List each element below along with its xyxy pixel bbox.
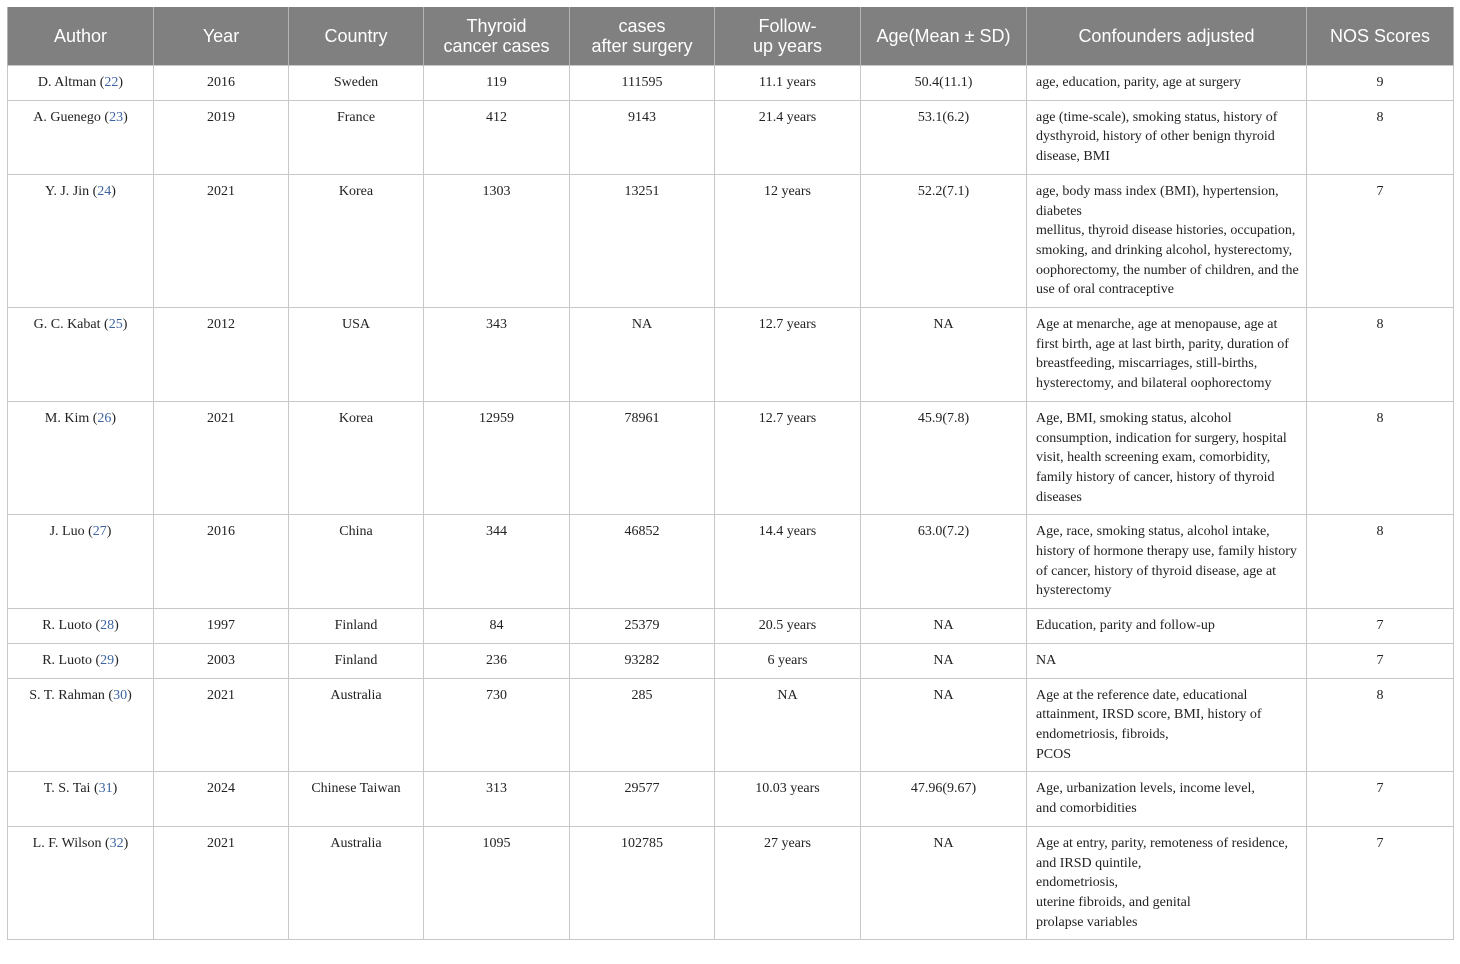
nos-score-cell: 7 (1307, 643, 1454, 678)
column-header-label: cancer cases (443, 36, 550, 56)
thyroid-cell: 344 (424, 515, 570, 609)
column-header-label: Author (53, 26, 108, 46)
reference-link[interactable]: 28 (100, 618, 115, 634)
cases-cell: 9143 (570, 100, 715, 174)
column-header-cases (570, 7, 715, 66)
year-cell: 2019 (154, 100, 289, 174)
thyroid-cell: 119 (424, 66, 570, 101)
thyroid-cell: 1303 (424, 174, 570, 307)
column-header-label: Thyroid (466, 16, 527, 36)
age-cell: 50.4(11.1) (861, 66, 1027, 101)
table-row (8, 174, 1454, 307)
reference-link[interactable]: 29 (100, 652, 115, 668)
cases-cell: 93282 (570, 643, 715, 678)
thyroid-cell: 313 (424, 772, 570, 826)
thyroid-cell: 12959 (424, 401, 570, 515)
followup-cell: 11.1 years (715, 66, 861, 101)
age-cell: 53.1(6.2) (861, 100, 1027, 174)
column-header-author (8, 7, 154, 66)
thyroid-cell: 412 (424, 100, 570, 174)
country-cell: Chinese Taiwan (289, 772, 424, 826)
reference-link[interactable]: 23 (109, 109, 124, 125)
cases-cell: 111595 (570, 66, 715, 101)
confounders-cell (1027, 515, 1307, 609)
confounders-text: and comorbidities (1036, 801, 1137, 817)
author-name: A. Guenego (33, 109, 101, 125)
year-cell: 2024 (154, 772, 289, 826)
year-cell: 2012 (154, 308, 289, 402)
author-name: T. S. Tai (43, 781, 91, 797)
age-cell: 45.9(7.8) (861, 401, 1027, 515)
confounders-text: Age at entry, parity, remoteness of residence, and IRSD quintile, (1036, 835, 1289, 871)
country-cell: USA (289, 308, 424, 402)
author-name: G. C. Kabat (33, 317, 101, 333)
country-cell: China (289, 515, 424, 609)
author-cell: J. Luo (27) (8, 515, 154, 609)
nos-score-cell: 8 (1307, 308, 1454, 402)
reference-link[interactable]: 27 (92, 524, 107, 540)
followup-cell: 21.4 years (715, 100, 861, 174)
country-cell: France (289, 100, 424, 174)
author-name: S. T. Rahman (29, 687, 105, 703)
followup-cell: 27 years (715, 826, 861, 940)
author-cell: G. C. Kabat (25) (8, 308, 154, 402)
column-header-followup (715, 7, 861, 66)
reference-link[interactable]: 30 (113, 687, 128, 703)
column-header-label: Age(Mean ± SD) (876, 26, 1011, 46)
author-name: J. Luo (49, 524, 85, 540)
column-header-label: Follow- (758, 16, 817, 36)
country-cell: Australia (289, 826, 424, 940)
author-cell: A. Guenego (23) (8, 100, 154, 174)
followup-cell: 20.5 years (715, 609, 861, 644)
confounders-cell (1027, 772, 1307, 826)
confounders-cell (1027, 826, 1307, 940)
year-cell: 2021 (154, 174, 289, 307)
age-cell: NA (861, 826, 1027, 940)
nos-score-cell: 8 (1307, 678, 1454, 772)
year-cell: 1997 (154, 609, 289, 644)
column-header-country (289, 7, 424, 66)
year-cell: 2003 (154, 643, 289, 678)
table-body (8, 66, 1454, 940)
author-cell: R. Luoto (29) (8, 643, 154, 678)
column-header-confounders (1027, 7, 1307, 66)
author-cell: Y. J. Jin (24) (8, 174, 154, 307)
nos-score-cell: 9 (1307, 66, 1454, 101)
age-cell: 63.0(7.2) (861, 515, 1027, 609)
confounders-text: oophorectomy, the number of children, and the use of oral contraceptive (1036, 262, 1299, 298)
cases-cell: 78961 (570, 401, 715, 515)
age-cell: NA (861, 643, 1027, 678)
age-cell: 52.2(7.1) (861, 174, 1027, 307)
age-cell: NA (861, 308, 1027, 402)
column-header-year (154, 7, 289, 66)
nos-score-cell: 8 (1307, 515, 1454, 609)
followup-cell: 10.03 years (715, 772, 861, 826)
confounders-text: PCOS (1036, 746, 1072, 762)
cases-cell: 25379 (570, 609, 715, 644)
followup-cell: 12.7 years (715, 401, 861, 515)
table-row (8, 308, 1454, 402)
confounders-text: Age at the reference date, educational attainment, IRSD score, BMI, history of endometriosis, fibroids, (1036, 687, 1262, 742)
followup-cell: 14.4 years (715, 515, 861, 609)
column-header-label: Year (202, 26, 240, 46)
column-header-age (861, 7, 1027, 66)
confounders-text: prolapse variables (1036, 914, 1138, 930)
confounders-text: uterine fibroids, and genital (1036, 894, 1191, 910)
reference-link[interactable]: 25 (108, 317, 123, 333)
table-header (8, 7, 1454, 66)
author-cell: L. F. Wilson (32) (8, 826, 154, 940)
country-cell: Sweden (289, 66, 424, 101)
age-cell: 47.96(9.67) (861, 772, 1027, 826)
country-cell: Korea (289, 174, 424, 307)
year-cell: 2016 (154, 515, 289, 609)
reference-link[interactable]: 32 (109, 835, 124, 851)
cases-cell: 46852 (570, 515, 715, 609)
confounders-cell (1027, 100, 1307, 174)
table-row (8, 515, 1454, 609)
author-cell: D. Altman (22) (8, 66, 154, 101)
confounders-text: endometriosis, (1036, 875, 1119, 891)
confounders-text: Education, parity and follow-up (1036, 618, 1215, 634)
column-header-label: cases (618, 16, 666, 36)
nos-score-cell: 8 (1307, 401, 1454, 515)
country-cell: Australia (289, 678, 424, 772)
thyroid-cell: 84 (424, 609, 570, 644)
column-header-nos (1307, 7, 1454, 66)
confounders-cell (1027, 66, 1307, 101)
confounders-cell (1027, 643, 1307, 678)
nos-score-cell: 8 (1307, 100, 1454, 174)
author-name: Y. J. Jin (45, 183, 90, 199)
confounders-cell (1027, 401, 1307, 515)
table-row (8, 100, 1454, 174)
nos-score-cell: 7 (1307, 609, 1454, 644)
confounders-cell (1027, 308, 1307, 402)
confounders-text: Age at menarche, age at menopause, age at first birth, age at last birth, parity, duration of breastfeeding, miscarriages, still-births, hysterectomy, and bilateral oophorectomy (1036, 317, 1289, 392)
author-cell: M. Kim (26) (8, 401, 154, 515)
reference-link[interactable]: 26 (97, 410, 112, 426)
thyroid-cell: 236 (424, 643, 570, 678)
confounders-text: age, education, parity, age at surgery (1036, 75, 1241, 90)
author-name: R. Luoto (42, 652, 92, 668)
confounders-cell (1027, 678, 1307, 772)
year-cell: 2021 (154, 826, 289, 940)
confounders-text: Age, race, smoking status, alcohol intake, history of hormone therapy use, family history of cancer, history of thyroid disease, age at hysterectomy (1036, 524, 1297, 599)
author-name: L. F. Wilson (32, 835, 102, 851)
author-name: D. Altman (37, 75, 97, 90)
year-cell: 2016 (154, 66, 289, 101)
header-row (8, 7, 1454, 66)
cases-cell: 285 (570, 678, 715, 772)
followup-cell: 12 years (715, 174, 861, 307)
table-row (8, 678, 1454, 772)
cases-cell: 29577 (570, 772, 715, 826)
confounders-cell (1027, 174, 1307, 307)
confounders-cell (1027, 609, 1307, 644)
thyroid-cell: 1095 (424, 826, 570, 940)
nos-score-cell: 7 (1307, 826, 1454, 940)
country-cell: Finland (289, 609, 424, 644)
confounders-text: mellitus, thyroid disease histories, occupation, smoking, and drinking alcohol, hysterectomy, (1036, 223, 1296, 258)
author-name: M. Kim (44, 410, 90, 426)
table-row (8, 772, 1454, 826)
age-cell: NA (861, 678, 1027, 772)
table-row (8, 401, 1454, 515)
thyroid-cell: 730 (424, 678, 570, 772)
column-header-label: up years (752, 36, 823, 56)
confounders-text: Age, BMI, smoking status, alcohol consumption, indication for surgery, hospital visit, health screening exam, comorbidity, family history of cancer, history of thyroid diseases (1036, 410, 1287, 505)
reference-link[interactable]: 31 (98, 781, 113, 797)
table-row (8, 66, 1454, 101)
table-row (8, 643, 1454, 678)
study-characteristics-table (7, 7, 1454, 940)
country-cell: Korea (289, 401, 424, 515)
followup-cell: NA (715, 678, 861, 772)
cases-cell: 13251 (570, 174, 715, 307)
column-header-label: after surgery (591, 36, 693, 56)
year-cell: 2021 (154, 678, 289, 772)
table-row (8, 609, 1454, 644)
confounders-text: age, body mass index (BMI), hypertension, diabetes (1036, 183, 1279, 219)
reference-link[interactable]: 22 (104, 75, 119, 90)
reference-link[interactable]: 24 (97, 183, 112, 199)
confounders-text: Age, urbanization levels, income level, (1036, 781, 1255, 797)
nos-score-cell: 7 (1307, 174, 1454, 307)
author-name: R. Luoto (42, 618, 92, 634)
followup-cell: 6 years (715, 643, 861, 678)
thyroid-cell: 343 (424, 308, 570, 402)
cases-cell: 102785 (570, 826, 715, 940)
author-cell: S. T. Rahman (30) (8, 678, 154, 772)
nos-score-cell: 7 (1307, 772, 1454, 826)
table-row (8, 826, 1454, 940)
author-cell: R. Luoto (28) (8, 609, 154, 644)
column-header-label: NOS Scores (1329, 26, 1431, 46)
followup-cell: 12.7 years (715, 308, 861, 402)
confounders-text: age (time-scale), smoking status, history of dysthyroid, history of other benign thyroid disease, BMI (1036, 109, 1278, 165)
cases-cell: NA (570, 308, 715, 402)
column-header-thyroid (424, 7, 570, 66)
year-cell: 2021 (154, 401, 289, 515)
author-cell: T. S. Tai (31) (8, 772, 154, 826)
confounders-text: NA (1036, 652, 1057, 668)
column-header-label: Confounders adjusted (1078, 26, 1255, 46)
column-header-label: Country (324, 26, 388, 46)
age-cell: NA (861, 609, 1027, 644)
country-cell: Finland (289, 643, 424, 678)
